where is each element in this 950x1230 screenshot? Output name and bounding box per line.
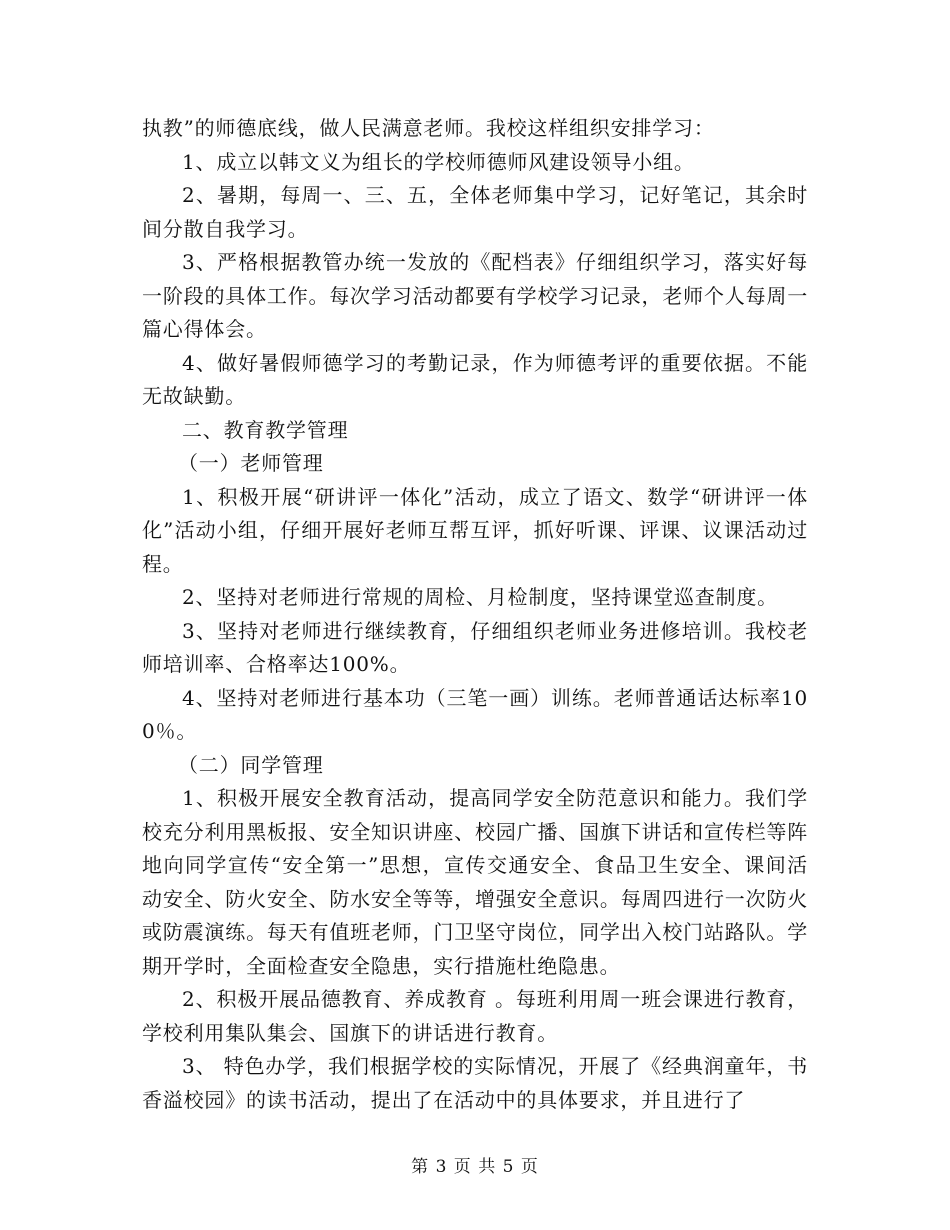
paragraph-item-3: 3、严格根据教管办统一发放的《配档表》仔细组织学习，落实好每一阶段的具体工作。每次学习活动都要有学校学习记录，老师个人每周一篇心得体会。 xyxy=(142,250,808,341)
document-body xyxy=(142,112,808,1117)
paragraph-teacher-4: 4、坚持对老师进行基本功（三笔一画）训练。老师普通话达标率100％。 xyxy=(142,685,808,743)
paragraph-student-3: 3、 特色办学，我们根据学校的实际情况，开展了《经典润童年，书香溢校园》的读书活动，提出了在活动中的具体要求，并且进行了 xyxy=(142,1054,808,1112)
paragraph-item-2: 2、暑期，每周一、三、五，全体老师集中学习，记好笔记，其余时间分散自我学习。 xyxy=(142,183,808,241)
paragraph-teacher-3: 3、坚持对老师进行继续教育，仔细组织老师业务进修培训。我校老师培训率、合格率达100%。 xyxy=(142,618,808,676)
section-heading: 二、教育教学管理 xyxy=(182,417,349,442)
paragraph-continuation: 执教”的师德底线，做人民满意老师。我校这样组织安排学习： xyxy=(142,116,715,140)
paragraph-teacher-2: 2、坚持对老师进行常规的周检、月检制度，坚持课堂巡查制度。 xyxy=(182,585,778,609)
paragraph-item-4: 4、做好暑假师德学习的考勤记录，作为师德考评的重要依据。不能无故缺勤。 xyxy=(142,350,808,408)
subsection-heading-teachers: （一）老师管理 xyxy=(178,451,324,475)
paragraph-student-1: 1、积极开展安全教育活动，提高同学安全防范意识和能力。我们学校充分利用黑板报、安全知识讲座、校园广播、国旗下讲话和宣传栏等阵地向同学宣传“安全第一”思想，宣传交通安全、食品卫生安全、课间活动安全、防火安全、防水安全等等，增强安全意识。每周四进行一次防火或防震演练。每天有值班老师，门卫坚守岗位，同学出入校门站路队。学期开学时，全面检查安全隐患，实行措施杜绝隐患。 xyxy=(142,786,808,978)
paragraph-student-2: 2、积极开展品德教育、养成教育 。每班利用周一班会课进行教育，学校利用集队集会、国旗下的讲话进行教育。 xyxy=(142,987,808,1045)
paragraph-item-1: 1、成立以韩文义为组长的学校师德师风建设领导小组。 xyxy=(182,149,695,174)
page-number-footer: 第 3 页 共 5 页 xyxy=(411,1157,539,1177)
subsection-heading-students: （二）同学管理 xyxy=(178,752,324,777)
paragraph-teacher-1: 1、积极开展“研讲评一体化”活动，成立了语文、数学“研讲评一体化”活动小组，仔细开展好老师互帮互评，抓好听课、评课、议课活动过程。 xyxy=(142,484,808,576)
